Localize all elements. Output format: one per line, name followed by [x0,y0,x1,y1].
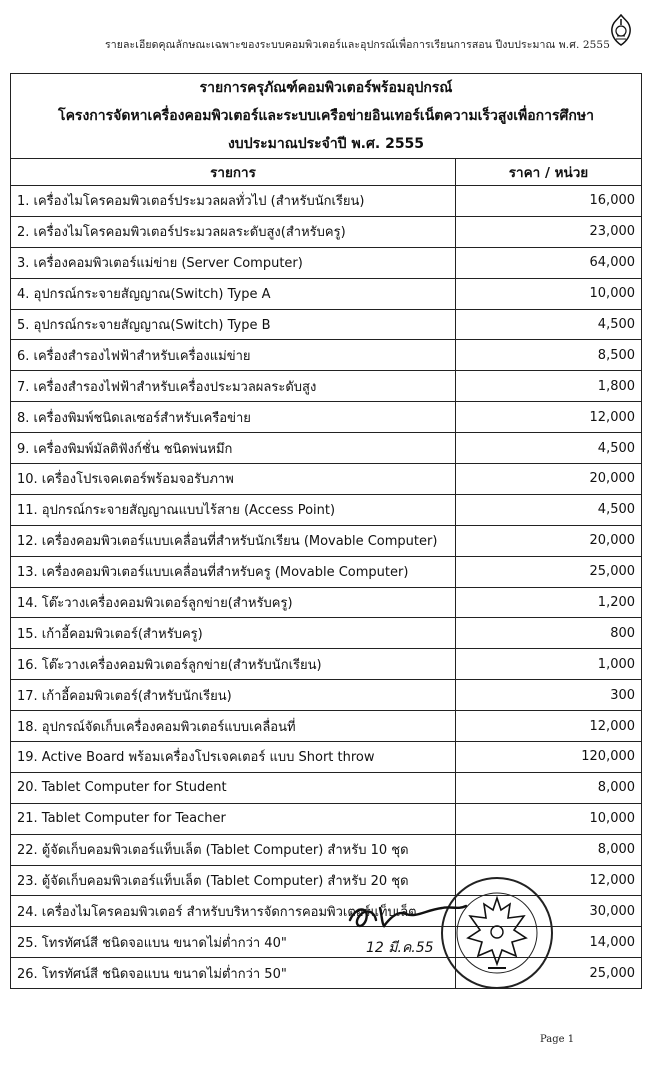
item-price: 1,200 [456,587,642,618]
item-price: 25,000 [456,958,642,989]
table-row [11,587,642,618]
signature-date: 12 มี.ค.55 [366,940,434,956]
item-description: 24. เครื่องไมโครคอมพิวเตอร์ สำหรับบริหารจัดการคอมพิวเตอร์แท็บเล็ต [11,896,456,927]
table-row [11,494,642,525]
item-description: 1. เครื่องไมโครคอมพิวเตอร์ประมวลผลทั่วไป (สำหรับนักเรียน) [11,186,456,217]
item-price: 300 [456,680,642,711]
item-description: 7. เครื่องสำรองไฟฟ้าสำหรับเครื่องประมวลผลระดับสูง [11,371,456,402]
item-description: 22. ตู้จัดเก็บคอมพิวเตอร์แท็บเล็ต (Tablet Computer) สำหรับ 10 ชุด [11,834,456,865]
item-price: 10,000 [456,803,642,834]
table-row [11,340,642,371]
table-row [11,216,642,247]
item-price: 8,500 [456,340,642,371]
item-price: 4,500 [456,309,642,340]
item-price: 4,500 [456,433,642,464]
item-description: 8. เครื่องพิมพ์ชนิดเลเซอร์สำหรับเครือข่าย [11,402,456,433]
table-row [11,556,642,587]
item-description: 20. Tablet Computer for Student [11,772,456,803]
item-description: 6. เครื่องสำรองไฟฟ้าสำหรับเครื่องแม่ข่าย [11,340,456,371]
table-row [11,433,642,464]
table-row [11,803,642,834]
table-row [11,402,642,433]
item-price: 12,000 [456,402,642,433]
item-price: 800 [456,618,642,649]
item-description: 15. เก้าอี้คอมพิวเตอร์(สำหรับครู) [11,618,456,649]
item-price: 14,000 [456,927,642,958]
item-description: 16. โต๊ะวางเครื่องคอมพิวเตอร์ลูกข่าย(สำหรับนักเรียน) [11,649,456,680]
table-row [11,711,642,742]
item-price: 8,000 [456,834,642,865]
table-row [11,309,642,340]
table-row [11,618,642,649]
table-row [11,649,642,680]
item-price: 10,000 [456,278,642,309]
item-price: 30,000 [456,896,642,927]
item-description: 4. อุปกรณ์กระจายสัญญาณ(Switch) Type A [11,278,456,309]
item-price: 1,800 [456,371,642,402]
item-price: 23,000 [456,216,642,247]
item-price: 12,000 [456,711,642,742]
item-description: 11. อุปกรณ์กระจายสัญญาณแบบไร้สาย (Access Point) [11,494,456,525]
item-price: 25,000 [456,556,642,587]
table-row [11,186,642,217]
table-row [11,278,642,309]
item-description: 26. โทรทัศน์สี ชนิดจอแบน ขนาดไม่ต่ำกว่า 50" [11,958,456,989]
item-price: 20,000 [456,464,642,495]
item-description: 21. Tablet Computer for Teacher [11,803,456,834]
document-header: รายละเอียดคุณลักษณะเฉพาะของระบบคอมพิวเตอร์และอุปกรณ์เพื่อการเรียนการสอน ปีงบประมาณ พ.ศ. 2555 [105,39,610,51]
item-description: 18. อุปกรณ์จัดเก็บเครื่องคอมพิวเตอร์แบบเคลื่อนที่ [11,711,456,742]
table-row [11,247,642,278]
handwritten-signature [346,896,476,958]
item-description: 10. เครื่องโปรเจคเตอร์พร้อมจอรับภาพ [11,464,456,495]
item-description: 14. โต๊ะวางเครื่องคอมพิวเตอร์ลูกข่าย(สำหรับครู) [11,587,456,618]
item-price: 4,500 [456,494,642,525]
item-description: 9. เครื่องพิมพ์มัลติฟังก์ชั่น ชนิดพ่นหมึก [11,433,456,464]
table-row [11,742,642,773]
emblem-logo [608,14,634,46]
item-price: 8,000 [456,772,642,803]
item-price: 1,000 [456,649,642,680]
table-row [11,464,642,495]
table-row [11,680,642,711]
item-price: 20,000 [456,525,642,556]
equipment-table [10,73,642,989]
item-price: 120,000 [456,742,642,773]
table-title: รายการครุภัณฑ์คอมพิวเตอร์พร้อมอุปกรณ์ [11,74,642,103]
item-description: 23. ตู้จัดเก็บคอมพิวเตอร์แท็บเล็ต (Tablet Computer) สำหรับ 20 ชุด [11,865,456,896]
table-budget-year: งบประมาณประจำปี พ.ศ. 2555 [11,130,642,159]
table-row [11,525,642,556]
item-description: 5. อุปกรณ์กระจายสัญญาณ(Switch) Type B [11,309,456,340]
item-price: 64,000 [456,247,642,278]
item-description: 12. เครื่องคอมพิวเตอร์แบบเคลื่อนที่สำหรับนักเรียน (Movable Computer) [11,525,456,556]
item-description: 17. เก้าอี้คอมพิวเตอร์(สำหรับนักเรียน) [11,680,456,711]
item-description: 2. เครื่องไมโครคอมพิวเตอร์ประมวลผลระดับสูง(สำหรับครู) [11,216,456,247]
item-description: 3. เครื่องคอมพิวเตอร์แม่ข่าย (Server Computer) [11,247,456,278]
item-price: 12,000 [456,865,642,896]
table-subtitle: โครงการจัดหาเครื่องคอมพิวเตอร์และระบบเครือข่ายอินเทอร์เน็ตความเร็วสูงเพื่อการศึกษา [11,102,642,130]
page-number: Page 1 [540,1034,575,1045]
table-row [11,834,642,865]
column-header-item: รายการ [11,159,456,186]
column-header-price: ราคา / หน่วย [456,159,642,186]
table-row [11,371,642,402]
item-description: 19. Active Board พร้อมเครื่องโปรเจคเตอร์ แบบ Short throw [11,742,456,773]
item-description: 13. เครื่องคอมพิวเตอร์แบบเคลื่อนที่สำหรับครู (Movable Computer) [11,556,456,587]
table-row [11,772,642,803]
item-price: 16,000 [456,186,642,217]
item-description: 25. โทรทัศน์สี ชนิดจอแบน ขนาดไม่ต่ำกว่า 40" [11,927,456,958]
